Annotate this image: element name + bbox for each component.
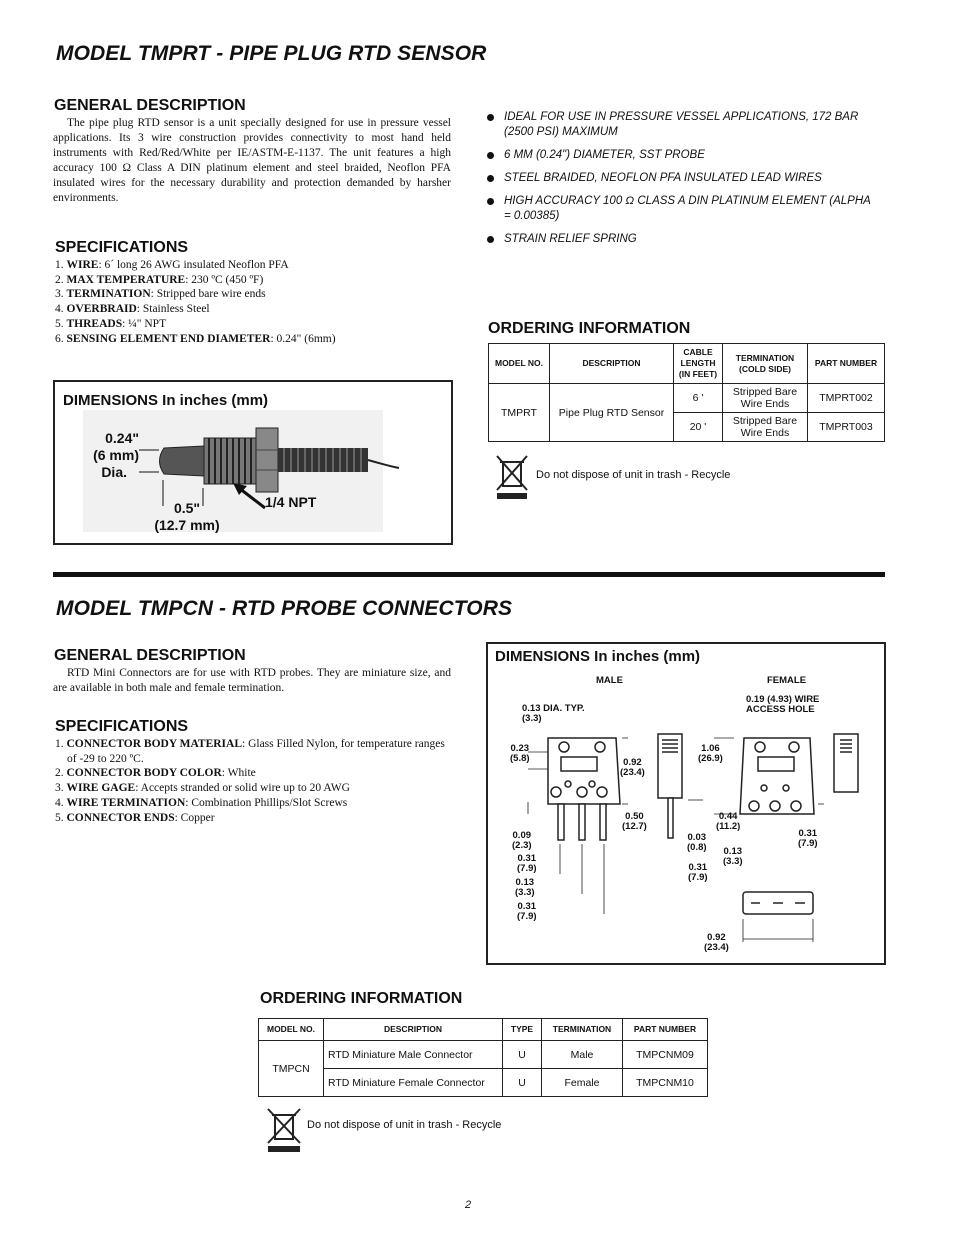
tmpcn-ordering-table [258,1018,708,1097]
table-row: 20 ' Stripped Bare Wire Ends TMPRT003 [489,413,885,442]
tmprt-spec-heading: SPECIFICATIONS [55,239,189,256]
table-header: MODEL NO. [489,344,550,384]
tmpcn-spec-list [55,737,453,825]
male-label: MALE [596,675,623,686]
tmprt-general-text: The pipe plug RTD sensor is a unit specially designed for use in pressure vessel applications. Its 3 wire construction provides connectivity to most hand held instruments with Red/Red/White per IE/ASTM-E-1137. The unit features a high accuracy 100 Ω Class A DIN platinum element and steel braided, Neoflon PFA insulated wires for the necessary durability and protection demanded by harsher environments. [53,117,451,204]
dim-031c: 0.31 (7.9) [688,862,708,883]
dim-031r: 0.31 (7.9) [798,828,818,849]
spec-item: 1. WIRE: 6´ long 26 AWG insulated Neoflon PFA [55,259,289,271]
tmpcn-ordering-heading: ORDERING INFORMATION [260,990,463,1007]
tmprt-dimensions-heading: DIMENSIONS In inches (mm) [63,392,269,409]
npt-label: 1/4 NPT [265,494,317,510]
feature-item: HIGH ACCURACY 100 Ω CLASS A DIN PLATINUM ELEMENT (ALPHA = 0.00385) [486,194,871,224]
spec-item: 2. MAX TEMPERATURE: 230 ºC (450 ºF) [55,273,264,286]
spec-item: 6. SENSING ELEMENT END DIAMETER: 0.24" (6mm) [55,332,336,345]
weee-recycle-icon [494,452,530,500]
table-header: TYPE [503,1019,542,1041]
tmprt-spec-list [55,258,455,346]
dim-023: 0.23 (5.8) [510,743,530,764]
table-row: TMPCN RTD Miniature Male Connector U Male TMPCNM09 [259,1041,708,1069]
tmpcn-dimensions-heading: DIMENSIONS In inches (mm) [495,648,701,665]
feature-item: IDEAL FOR USE IN PRESSURE VESSEL APPLICATIONS, 172 BAR (2500 PSI) MAXIMUM [486,110,871,140]
tmprt-ordering-heading: ORDERING INFORMATION [488,320,691,337]
tmpcn-spec-heading: SPECIFICATIONS [55,718,189,735]
spec-item: 2. CONNECTOR BODY COLOR: White [55,767,256,780]
dim-092: 0.92 (23.4) [620,757,645,778]
spec-item: 1. CONNECTOR BODY MATERIAL: Glass Filled Nylon, for temperature ranges of -29 to 220 ºC. [55,738,445,765]
tmpcn-dimensions-box [486,642,886,965]
dim-044: 0.44 (11.2) [716,811,741,832]
dim-031b: 0.31 (7.9) [517,901,537,922]
table-header: TERMINATION (COLD SIDE) [723,344,808,384]
tmprt-recycle-note: Do not dispose of unit in trash - Recycle [536,469,731,481]
tmpcn-recycle-note: Do not dispose of unit in trash - Recycle [307,1119,502,1131]
spec-item: 5. CONNECTOR ENDS: Copper [55,811,215,824]
feature-item: STEEL BRAIDED, NEOFLON PFA INSULATED LEAD WIRES [486,171,871,186]
spec-item: 5. THREADS: ¼" NPT [55,317,167,330]
page-number: 2 [465,1199,472,1211]
table-header: PART NUMBER [623,1019,708,1041]
tmpcn-title: MODEL TMPCN - RTD PROBE CONNECTORS [56,597,513,620]
dim-050: 0.50 (12.7) [622,811,647,832]
feature-item: STRAIN RELIEF SPRING [486,232,871,247]
connector-drawing [488,644,884,963]
weee-recycle-icon [265,1105,303,1153]
tmprt-title: MODEL TMPRT - PIPE PLUG RTD SENSOR [56,42,487,65]
table-header: TERMINATION [542,1019,623,1041]
dim-092b: 0.92 (23.4) [704,932,729,953]
dim-009: 0.09 (2.3) [512,830,532,851]
dim-013b: 0.13 (3.3) [723,846,743,867]
tmprt-ordering-table [488,343,885,442]
spec-item: 3. WIRE GAGE: Accepts stranded or solid wire up to 20 AWG [55,782,350,795]
tmpcn-general-text: RTD Mini Connectors are for use with RTD probes. They are miniature size, and are available in both male and female termination. [53,667,451,694]
table-header: PART NUMBER [808,344,885,384]
tmprt-dimensions-box [53,380,453,545]
dim-031a: 0.31 (7.9) [517,853,537,874]
probe-diameter-label: 0.24" (6 mm) Dia. [93,430,139,480]
female-label: FEMALE [767,675,807,686]
dim-dia-typ: 0.13 DIA. TYP. (3.3) [522,703,585,724]
spec-item: 3. TERMINATION: Stripped bare wire ends [55,288,266,301]
tmprt-general-heading: GENERAL DESCRIPTION [54,97,246,114]
table-header: DESCRIPTION [324,1019,503,1041]
tmprt-feature-list [486,110,871,255]
table-header: MODEL NO. [259,1019,324,1041]
table-row: TMPRT Pipe Plug RTD Sensor 6 ' Stripped Bare Wire Ends TMPRT002 [489,384,885,413]
dim-access-hole: 0.19 (4.93) WIRE ACCESS HOLE [746,694,820,715]
dim-003: 0.03 (0.8) [687,832,707,853]
spec-item: 4. OVERBRAID: Stainless Steel [55,303,210,316]
tmpcn-general-heading: GENERAL DESCRIPTION [54,647,246,664]
table-header: DESCRIPTION [550,344,674,384]
probe-length-label: 0.5" (12.7 mm) [154,500,220,533]
feature-item: 6 MM (0.24") DIAMETER, SST PROBE [486,148,871,163]
table-header: CABLE LENGTH (IN FEET) [674,344,723,384]
section-divider [53,572,885,577]
spec-item: 4. WIRE TERMINATION: Combination Phillips/Slot Screws [55,796,348,809]
dim-106: 1.06 (26.9) [698,743,723,764]
dim-013c: 0.13 (3.3) [515,877,535,898]
table-row: RTD Miniature Female Connector U Female TMPCNM10 [259,1069,708,1097]
